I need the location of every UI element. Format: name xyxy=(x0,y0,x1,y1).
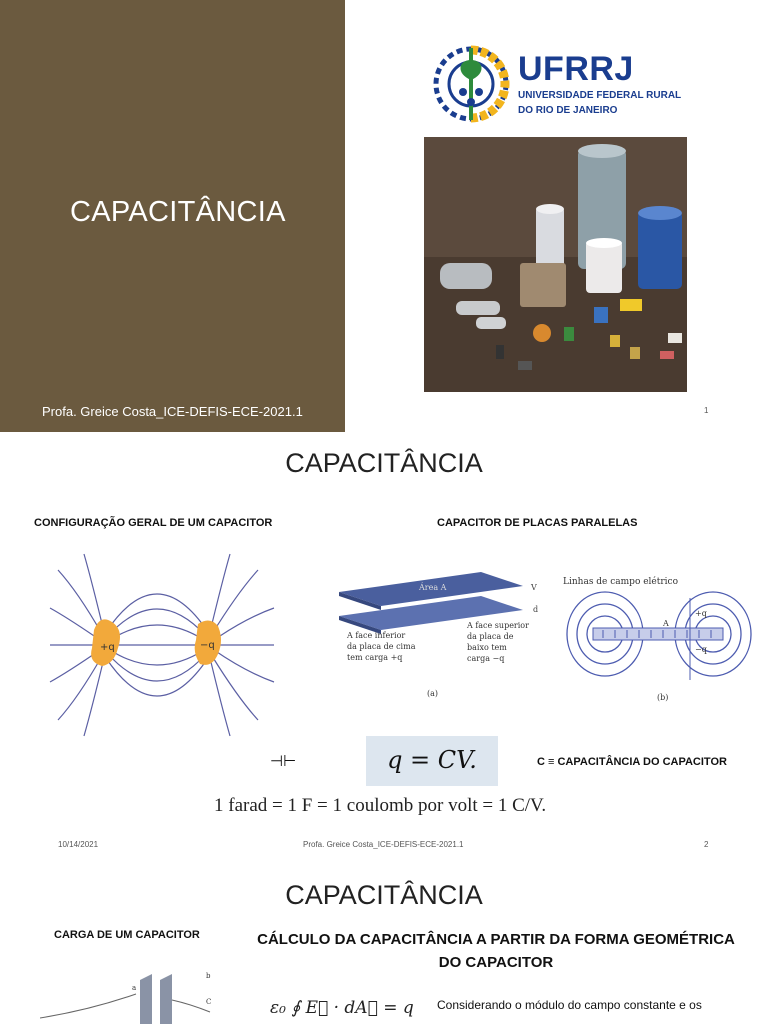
lower-face-line-3: tem carga +q xyxy=(347,653,403,662)
upper-face-line-2: da placa de xyxy=(467,632,514,641)
heading-geometry-calc: CÁLCULO DA CAPACITÂNCIA A PARTIR DA FORMA GEOMÉTRICA DO CAPACITOR xyxy=(257,931,735,971)
caption-a: (a) xyxy=(427,689,439,698)
slide-title: CAPACITÂNCIA xyxy=(70,196,286,228)
upper-face-line-3: baixo tem xyxy=(467,643,507,652)
slide-3 xyxy=(0,864,768,1024)
slide-footer: Profa. Greice Costa_ICE-DEFIS-ECE-2021.1 xyxy=(42,404,303,419)
parallel-plates-figure xyxy=(333,572,546,702)
minus-q-label: −q xyxy=(695,645,707,654)
title-panel xyxy=(0,0,345,432)
a-label: a xyxy=(132,984,137,992)
slide-footer: Profa. Greice Costa_ICE-DEFIS-ECE-2021.1 xyxy=(303,840,464,849)
slide-title: CAPACITÂNCIA xyxy=(285,880,483,910)
heading-capacitor-charge: CARGA DE UM CAPACITOR xyxy=(54,929,200,941)
body-text: Considerando o módulo do campo constante e os xyxy=(437,998,702,1012)
logo-name: UFRRJ xyxy=(518,50,634,88)
minus-q-label: −q xyxy=(200,640,215,651)
equation-box xyxy=(366,736,498,786)
capacitors-photo xyxy=(424,137,687,392)
slide-1 xyxy=(0,0,768,432)
lower-face-line-2: da placa de cima xyxy=(347,642,416,651)
capacitor-symbol: ⊣⊢ xyxy=(270,753,297,770)
upper-face-line-1: A face superior xyxy=(467,621,529,630)
logo-text xyxy=(518,52,681,116)
area-label: Área A xyxy=(419,583,447,592)
lower-face-line-1: A face inferior xyxy=(347,631,406,640)
c-label: C xyxy=(206,998,212,1006)
field-lines-label: Linhas de campo elétrico xyxy=(563,577,679,587)
ufrrj-emblem-icon xyxy=(428,40,514,126)
charging-circuit-figure xyxy=(40,964,220,1024)
heading-general-config: CONFIGURAÇÃO GERAL DE UM CAPACITOR xyxy=(34,517,273,529)
page-number: 1 xyxy=(704,406,709,415)
b-label: b xyxy=(206,972,211,980)
slide-2 xyxy=(0,432,768,864)
slide-title: CAPACITÂNCIA xyxy=(285,448,483,478)
field-lines-figure xyxy=(48,552,276,738)
electric-field-lines-figure xyxy=(563,572,758,707)
slide-date: 10/14/2021 xyxy=(58,840,99,849)
farad-definition: 1 farad = 1 F = 1 coulomb por volt = 1 C/V. xyxy=(214,795,547,816)
caption-b: (b) xyxy=(657,693,669,702)
logo-line-1: UNIVERSIDADE FEDERAL RURAL xyxy=(518,90,682,101)
capacitance-definition: C ≡ CAPACITÂNCIA DO CAPACITOR xyxy=(537,756,727,768)
heading-parallel-plates: CAPACITOR DE PLACAS PARALELAS xyxy=(437,517,638,529)
gauss-law-equation: ε₀ ∮ E⃗ · dA⃗ = q xyxy=(270,998,414,1018)
v-label: V xyxy=(531,583,537,592)
logo-line-2: DO RIO DE JANEIRO xyxy=(518,105,618,116)
page-number: 2 xyxy=(704,840,709,849)
d-label: d xyxy=(533,605,539,614)
plus-q-label: +q xyxy=(695,609,707,618)
plus-q-label: +q xyxy=(100,642,115,653)
ufrrj-logo xyxy=(428,40,688,130)
equation-q-cv: q = CV. xyxy=(387,746,477,774)
a-label: A xyxy=(663,619,669,628)
upper-face-line-4: carga −q xyxy=(467,654,505,663)
